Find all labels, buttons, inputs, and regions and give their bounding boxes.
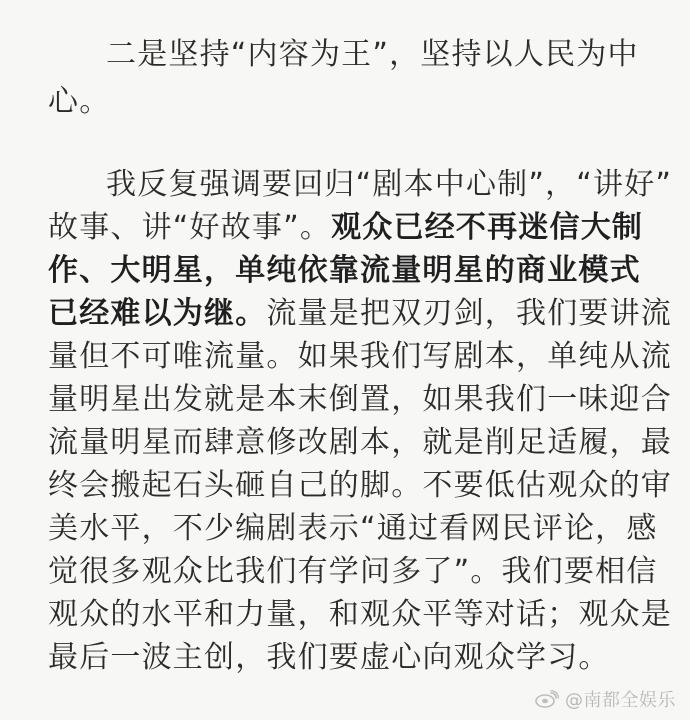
- watermark: [535, 686, 676, 712]
- paragraph-2-line-6: 量明星出发就是本末倒置，如果我们一味迎合: [48, 382, 672, 417]
- paragraph-2-line-4-bold: 已经难以为继。: [48, 296, 267, 331]
- paragraph-1-line-1: 二是坚持“内容为王”，坚持以人民为中: [106, 37, 639, 72]
- paragraph-2-line-9: 美水平，不少编剧表示“通过看网民评论，感: [48, 511, 658, 546]
- paragraph-2-line-4-plain: 流量是把双刃剑，我们要讲流: [266, 296, 673, 331]
- paragraph-2-line-7: 流量明星而肆意修改剧本，就是削足适履，最: [48, 425, 672, 460]
- watermark-text: @南都全娱乐: [565, 690, 676, 711]
- paragraph-1-line-2: 心。: [48, 84, 111, 119]
- paragraph-2-line-2-bold: 观众已经不再迷信大制: [331, 210, 644, 245]
- weibo-icon: [535, 690, 559, 708]
- paragraph-2-line-12: 最后一波主创，我们要虚心向观众学习。: [48, 640, 610, 675]
- paragraph-2-line-5: 量但不可唯流量。如果我们写剧本，单纯从流: [48, 339, 672, 374]
- paragraph-2-line-1: 我反复强调要回归“剧本中心制”，“讲好”: [106, 167, 673, 202]
- paragraph-2-line-2-plain: 故事、讲“好故事”。: [48, 210, 332, 245]
- paragraph-2-line-10: 觉很多观众比我们有学问多了”。我们要相信: [48, 554, 658, 589]
- paragraph-2-line-2: [48, 209, 643, 247]
- paragraph-2-line-3-bold: 作、大明星，单纯依靠流量明星的商业模式: [48, 253, 641, 288]
- paragraph-2-line-11: 观众的水平和力量，和观众平等对话；观众是: [48, 597, 672, 632]
- paragraph-2-line-8: 终会搬起石头砸自己的脚。不要低估观众的审: [48, 468, 672, 503]
- paragraph-2-line-4: [48, 295, 672, 333]
